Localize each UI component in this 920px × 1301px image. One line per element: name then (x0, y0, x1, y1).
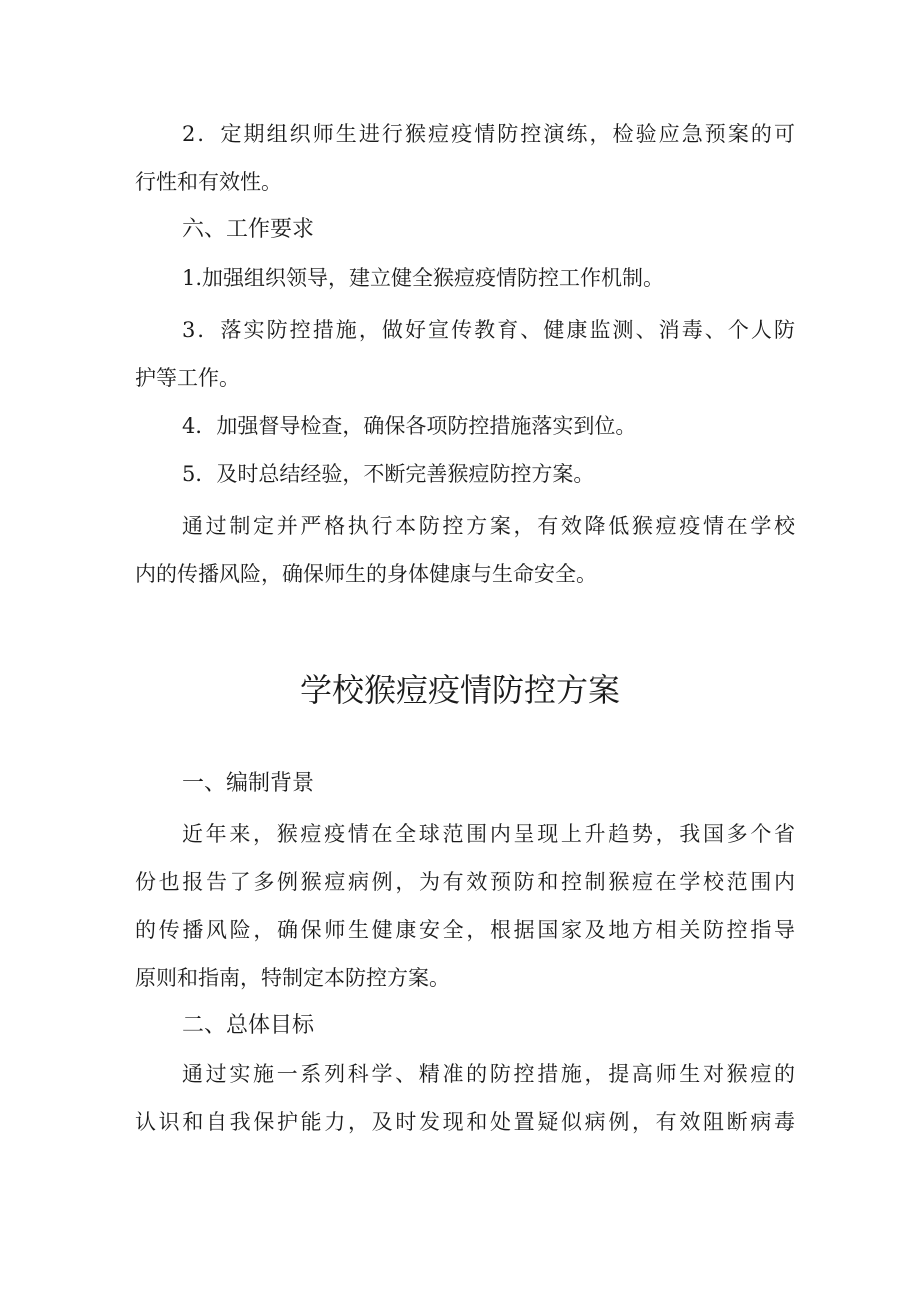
background-paragraph-line-4: 原则和指南，特制定本防控方案。 (135, 966, 450, 990)
document-title: 学校猴痘疫情防控方案 (299, 671, 620, 709)
requirement-1: 1.加强组织领导，建立健全猴痘疫情防控工作机制。 (182, 266, 665, 290)
item-2-text-line-2: 行性和有效性。 (135, 170, 282, 194)
requirement-3-line-2: 护等工作。 (135, 366, 240, 390)
closing-paragraph-line-2: 内的传播风险，确保师生的身体健康与生命安全。 (135, 562, 597, 586)
background-paragraph-line-2: 份也报告了多例猴痘病例，为有效预防和控制猴痘在学校范围内 (135, 870, 795, 894)
closing-paragraph-line-1: 通过制定并严格执行本防控方案，有效降低猴痘疫情在学校 (182, 514, 795, 538)
requirement-3-line-1: 3．落实防控措施，做好宣传教育、健康监测、消毒、个人防 (182, 318, 795, 342)
background-paragraph-line-1: 近年来，猴痘疫情在全球范围内呈现上升趋势，我国多个省 (182, 822, 795, 846)
section-2-heading: 二、总体目标 (182, 1013, 315, 1038)
goal-paragraph-line-1: 通过实施一系列科学、精准的防控措施，提高师生对猴痘的 (182, 1062, 795, 1086)
section-6-heading: 六、工作要求 (182, 217, 315, 242)
goal-paragraph-line-2: 认识和自我保护能力，及时发现和处置疑似病例，有效阻断病毒 (135, 1110, 795, 1134)
requirement-4: 4．加强督导检查，确保各项防控措施落实到位。 (182, 414, 637, 438)
requirement-5: 5．及时总结经验，不断完善猴痘防控方案。 (182, 462, 595, 486)
section-1-heading: 一、编制背景 (182, 771, 315, 796)
background-paragraph-line-3: 的传播风险，确保师生健康安全，根据国家及地方相关防控指导 (135, 918, 795, 942)
item-2-text-line-1: 2．定期组织师生进行猴痘疫情防控演练，检验应急预案的可 (182, 122, 795, 146)
